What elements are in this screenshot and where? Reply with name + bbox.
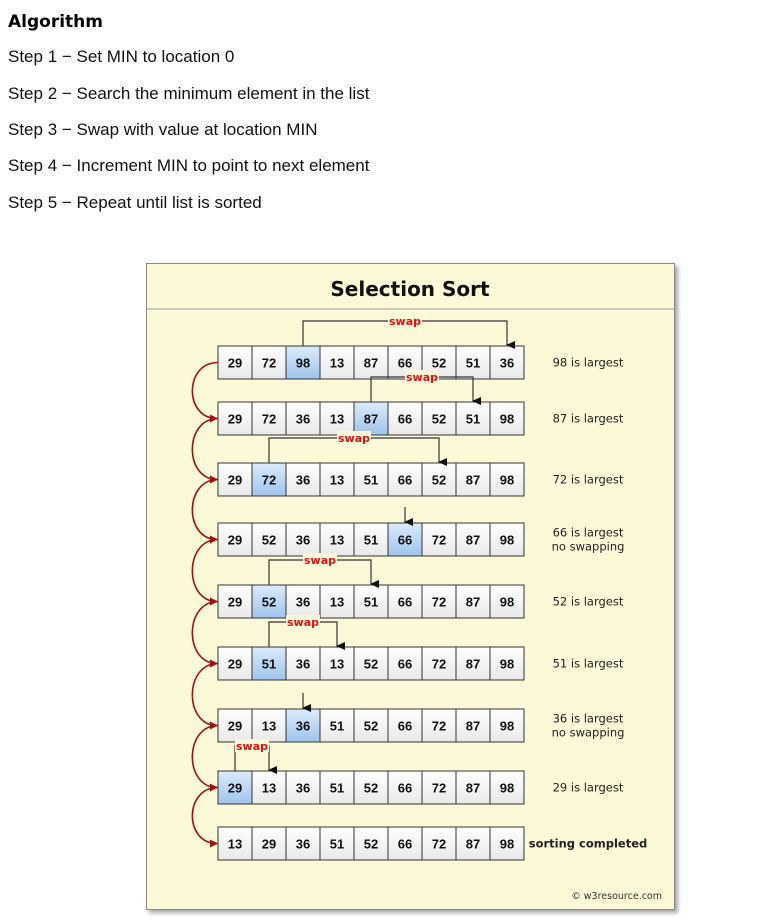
swap-label: swap	[286, 616, 320, 629]
flow-arrow	[192, 788, 218, 844]
array-cell-value: 52	[431, 472, 447, 488]
swap-label: swap	[405, 371, 439, 384]
array-cell-value: 29	[227, 411, 243, 427]
array-cell-value: 13	[227, 836, 243, 852]
array-cell-value: 98	[295, 355, 311, 371]
flow-arrow	[192, 419, 218, 480]
array-cell-value: 66	[397, 836, 413, 852]
row-status-label: no swapping	[551, 725, 625, 740]
array-cell-value: 51	[329, 836, 345, 852]
array-cell-value: 51	[363, 472, 379, 488]
array-cell-value: 29	[227, 355, 243, 371]
algorithm-step: Step 2 − Search the minimum element in the list	[8, 84, 370, 103]
array-cell-value: 29	[227, 780, 243, 796]
array-cell-value: 13	[329, 355, 345, 371]
array-cell-value: 51	[465, 355, 481, 371]
array-cell-value: 72	[431, 594, 447, 610]
array-cell-value: 36	[499, 355, 515, 371]
flow-arrow	[192, 480, 218, 540]
array-cell-value: 52	[261, 594, 277, 610]
array-cell-value: 98	[499, 594, 515, 610]
array-cell-value: 98	[499, 780, 515, 796]
array-cell-value: 66	[397, 355, 413, 371]
array-cell-value: 36	[295, 836, 311, 852]
flow-arrow	[192, 540, 218, 602]
diagram-title: Selection Sort	[330, 277, 490, 301]
array-cell-value: 29	[227, 594, 243, 610]
array-cell-value: 51	[261, 656, 277, 672]
array-cell-value: 87	[465, 836, 481, 852]
array-cell-value: 87	[363, 411, 379, 427]
array-cell-value: 36	[295, 718, 311, 734]
array-cell-value: 29	[227, 656, 243, 672]
array-cell-value: 13	[329, 656, 345, 672]
swap-label: swap	[303, 554, 337, 567]
array-cell-value: 13	[329, 532, 345, 548]
array-cell-value: 52	[261, 532, 277, 548]
array-cell-value: 87	[465, 780, 481, 796]
array-cell-value: 98	[499, 411, 515, 427]
row-status-label: 98 is largest	[552, 355, 624, 370]
array-cell-value: 72	[431, 532, 447, 548]
array-cell-value: 36	[295, 411, 311, 427]
array-cell-value: 51	[329, 718, 345, 734]
array-cell-value: 72	[431, 656, 447, 672]
array-cell-value: 72	[261, 355, 277, 371]
algorithm-step: Step 3 − Swap with value at location MIN	[8, 120, 318, 139]
row-status-label: 72 is largest	[552, 472, 624, 487]
array-cell-value: 13	[261, 718, 277, 734]
array-cell-value: 29	[227, 718, 243, 734]
array-cell-value: 13	[329, 411, 345, 427]
array-cell-value: 29	[227, 472, 243, 488]
array-cell-value: 36	[295, 472, 311, 488]
array-cell-value: 36	[295, 656, 311, 672]
array-cell-value: 36	[295, 594, 311, 610]
array-cell-value: 72	[431, 836, 447, 852]
array-cell-value: 52	[431, 355, 447, 371]
array-cell-value: 36	[295, 780, 311, 796]
array-cell-value: 87	[465, 532, 481, 548]
algorithm-step: Step 1 − Set MIN to location 0	[8, 47, 235, 66]
array-cell-value: 51	[363, 594, 379, 610]
array-cell-value: 51	[329, 780, 345, 796]
array-cell-value: 98	[499, 718, 515, 734]
array-cell-value: 98	[499, 472, 515, 488]
array-cell-value: 13	[329, 472, 345, 488]
array-cell-value: 52	[363, 656, 379, 672]
array-cell-value: 52	[363, 836, 379, 852]
row-status-label: 29 is largest	[552, 780, 624, 795]
array-cell-value: 87	[363, 355, 379, 371]
swap-label: swap	[337, 432, 371, 445]
flow-arrow	[192, 602, 218, 664]
array-cell-value: 52	[431, 411, 447, 427]
array-cell-value: 13	[329, 594, 345, 610]
array-cell-value: 29	[227, 532, 243, 548]
array-cell-value: 72	[431, 780, 447, 796]
flow-arrow	[192, 363, 218, 419]
array-cell-value: 66	[397, 472, 413, 488]
array-cell-value: 66	[397, 532, 413, 548]
array-cell-value: 36	[295, 532, 311, 548]
algorithm-heading: Algorithm	[8, 12, 103, 32]
array-cell-value: 98	[499, 656, 515, 672]
array-cell-value: 98	[499, 532, 515, 548]
array-cell-value: 52	[363, 718, 379, 734]
row-status-label: sorting completed	[528, 836, 648, 851]
algorithm-step: Step 4 − Increment MIN to point to next element	[8, 156, 370, 175]
row-status-label: 36 is largest	[552, 711, 624, 726]
array-cell-value: 87	[465, 718, 481, 734]
row-status-label: 51 is largest	[552, 656, 624, 671]
flow-arrow	[192, 664, 218, 726]
array-cell-value: 66	[397, 656, 413, 672]
array-cell-value: 72	[431, 718, 447, 734]
array-cell-value: 51	[465, 411, 481, 427]
array-cell-value: 66	[397, 594, 413, 610]
array-cell-value: 66	[397, 718, 413, 734]
array-cell-value: 98	[499, 836, 515, 852]
array-cell-value: 51	[363, 532, 379, 548]
flow-arrow	[192, 726, 218, 788]
row-status-label: no swapping	[551, 539, 625, 554]
array-cell-value: 13	[261, 780, 277, 796]
array-cell-value: 52	[363, 780, 379, 796]
array-cell-value: 72	[261, 411, 277, 427]
selection-sort-diagram	[146, 263, 675, 910]
swap-label: swap	[235, 740, 269, 753]
array-cell-value: 66	[397, 780, 413, 796]
array-cell-value: 87	[465, 594, 481, 610]
array-cell-value: 87	[465, 656, 481, 672]
row-status-label: 66 is largest	[552, 525, 624, 540]
array-cell-value: 29	[261, 836, 277, 852]
copyright-text: © w3resource.com	[571, 891, 662, 902]
row-status-label: 52 is largest	[552, 594, 624, 609]
row-status-label: 87 is largest	[552, 411, 624, 426]
array-cell-value: 72	[261, 472, 277, 488]
array-cell-value: 87	[465, 472, 481, 488]
algorithm-step: Step 5 − Repeat until list is sorted	[8, 193, 262, 212]
array-cell-value: 66	[397, 411, 413, 427]
swap-label: swap	[388, 315, 422, 328]
